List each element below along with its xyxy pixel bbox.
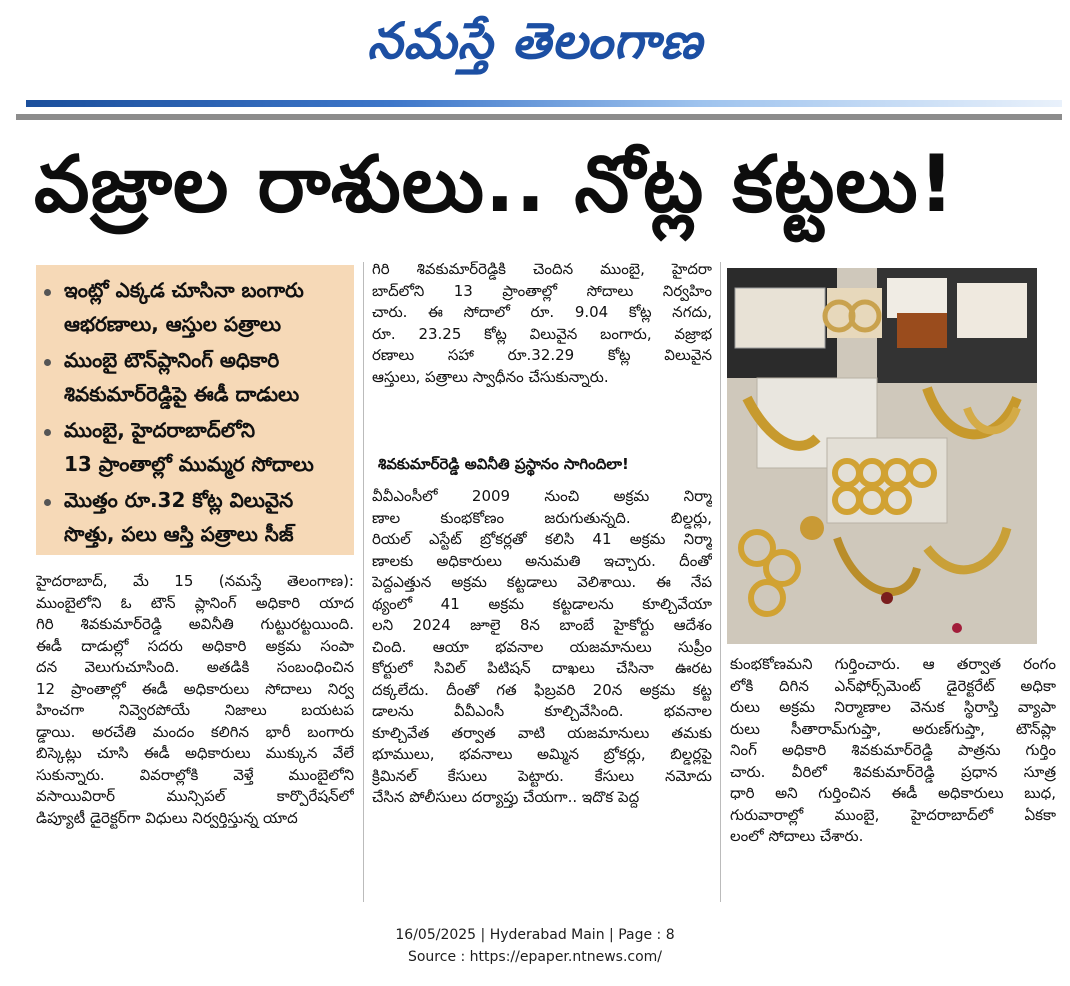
highlight-line: ఇంట్లో ఎక్కడ చూసినా బంగారు <box>64 278 304 302</box>
headline: వజ్రాల రాశులు.. నోట్ల కట్టలు! <box>34 140 956 230</box>
article-line: ధారి అని గుర్తించిన ఈడీ అధికారులు బుధ, <box>730 784 1056 802</box>
article-line: బిస్కెట్లు చూసి ఈడీ అధికారులు ముక్కున వేలే <box>36 744 354 762</box>
article-line: ఆస్తులు, పత్రాలు స్వాధీనం చేసుకున్నారు. <box>372 367 609 386</box>
highlight-line: మొత్తం రూ.32 కోట్ల విలువైన <box>64 488 294 512</box>
article-line: లంలో సోదాలు చేశారు. <box>730 827 864 845</box>
masthead-blue-rule <box>26 100 1062 107</box>
article-line: 12 ప్రాంతాల్లో ఈడీ అధికారులు సోదాలు నిర్వ <box>36 679 354 698</box>
article-line: ణాలకు అధికారులు అనుమతి ఇచ్చారు. దీంతో <box>372 551 712 570</box>
article-line: డాలను వీవీఎంసీ కూల్చివేసింది. భవనాల <box>372 702 712 720</box>
highlight-line: ముంబై టౌన్‌ప్లానింగ్ అధికారి <box>64 348 280 372</box>
article-line: రులు అక్రమ నిర్మాణాల వెనుక స్థిరాస్తి వ్యాపా <box>730 698 1056 716</box>
bullet-icon <box>44 359 51 366</box>
article-line: డ్డాయి. అరచేతి మందం కలిగిన భారీ బంగారు <box>36 722 354 741</box>
article-line: గురువారాల్లో ముంబై, హైదరాబాద్‌లో ఏకకా <box>730 805 1056 824</box>
masthead-gray-rule <box>16 114 1062 120</box>
article-line: ముంబైలోని ఓ టౌన్ ప్లానింగ్ అధికారి యాద <box>36 593 354 612</box>
article-line: రియల్ ఎస్టేట్ బ్రోకర్లతో కలిసి 41 అక్రమ నిర్మా <box>372 530 712 548</box>
article-line: థ్యంలో 41 అక్రమ కట్టడాలను కూల్చివేయా <box>372 594 712 613</box>
highlight-line: శివకుమార్‌రెడ్డిపై ఈడీ దాడులు <box>64 382 300 406</box>
article-line: చింది. ఆయా భవనాల యజమానులు సుప్రీం <box>372 637 712 656</box>
article-line: బాద్‌లోని 13 ప్రాంతాల్లో సోదాలు నిర్వహిం <box>372 281 712 300</box>
article-line: హించగా నివ్వెరపోయే నిజాలు బయటప <box>36 701 354 719</box>
article-line: కూల్చివేత తర్వాత వాటి యజమానులు తమకు <box>372 723 712 742</box>
highlight-line: 13 ప్రాంతాల్లో ముమ్మర సోదాలు <box>64 452 314 476</box>
article-line: దన వెలుగుచూసింది. అతడికి సంబంధించిన <box>36 658 354 676</box>
article-line: ఈడీ దాడుల్లో సదరు అధికారి అక్రమ సంపా <box>36 636 354 655</box>
article-line: సుకున్నారు. వివరాల్లోకి వెళ్తే ముంబైలోని <box>36 765 354 784</box>
highlight-line: సొత్తు, పలు ఆస్తి పత్రాలు సీజ్ <box>64 522 294 546</box>
article-line: క్రిమినల్ కేసులు పెట్టారు. కేసులు నమోదు <box>372 766 712 785</box>
column-divider <box>720 262 721 902</box>
page-footer <box>0 924 1070 968</box>
jewellery-photo <box>727 268 1037 644</box>
article-line: గిరి శివకుమార్‌రెడ్డి అవినీతి గుట్టురట్టయింది. <box>36 615 354 633</box>
article-subheading: శివకుమార్‌రెడ్డి అవినీతి ప్రస్థానం సాగిందిలా! <box>378 455 629 473</box>
article-line: వీవీఎంసీలో 2009 నుంచి అక్రమ నిర్మా <box>372 487 712 505</box>
article-line: లని 2024 జూలై 8న బాంబే హైకోర్టు ఆదేశం <box>372 616 712 634</box>
bullet-icon <box>44 499 51 506</box>
bullet-icon <box>44 429 51 436</box>
article-line: నింగ్ అధికారి శివకుమార్‌రెడ్డి పాత్రను గుర్తిం <box>730 741 1056 759</box>
article-column-left <box>36 571 354 829</box>
article-line: కుంభకోణమని గుర్తించారు. ఆ తర్వాత రంగం <box>730 655 1056 673</box>
highlight-line: ముంబై, హైదరాబాద్‌లోని <box>64 418 255 442</box>
bullet-icon <box>44 289 51 296</box>
article-line: రణాలు సహా రూ.32.29 కోట్ల విలువైన <box>372 346 712 364</box>
article-line: దక్కలేదు. దీంతో గత ఫిబ్రవరి 20న అక్రమ కట్ట <box>372 680 712 699</box>
article-line: హైదరాబాద్, మే 15 (నమస్తే తెలంగాణ): <box>36 572 354 590</box>
article-line: లోకి దిగిన ఎన్‌ఫోర్స్‌మెంట్ డైరెక్టరేట్ అధికా <box>730 676 1056 695</box>
article-line: ణాల కుంభకోణం జరుగుతున్నది. బిల్డర్లు, <box>372 508 712 527</box>
article-line: డిప్యూటీ డైరెక్టర్‌గా విధులు నిర్వర్తిస్తున్న యాద <box>36 808 298 827</box>
highlights-box <box>36 265 354 555</box>
article-line: చారు. వీరిలో శివకుమార్‌రెడ్డి ప్రధాన సూత్ర <box>730 762 1056 781</box>
column-divider <box>363 262 364 902</box>
article-column-right <box>730 654 1056 848</box>
article-line: చేసిన పోలీసులు దర్యాప్తు చేయగా.. ఇదొక పెద్ద <box>372 788 640 806</box>
article-line: గిరి శివకుమార్‌రెడ్డికి చెందిన ముంబై, హైదరా <box>372 260 712 278</box>
article-line: భూములు, భవనాలు అమ్మిన బ్రోకర్లు, బిల్డర్లపై <box>372 745 712 763</box>
newspaper-logo: నమస్తే తెలంగాణ <box>367 12 703 70</box>
article-line: కోర్టులో సివిల్ పిటిషన్ దాఖలు చేసినా ఊరట <box>372 659 712 677</box>
footer-source: Source : https://epaper.ntnews.com/ <box>407 949 663 965</box>
article-line: చారు. ఈ సోదాలో రూ. 9.04 కోట్ల నగదు, <box>372 303 712 321</box>
article-line: వసాయివిరార్ మున్సిపల్ కార్పొరేషన్‌లో <box>36 787 354 805</box>
article-line: రులు సీతారామ్‌గుప్తా, అరుణ్‌గుప్తా, టౌన్‌ప్లా <box>730 719 1056 738</box>
article-line: రూ. 23.25 కోట్ల విలువైన బంగారు, వజ్రాభ <box>372 324 712 343</box>
footer-date-page: 16/05/2025 | Hyderabad Main | Page : 8 <box>395 927 675 943</box>
masthead <box>0 0 1070 100</box>
article-line: పెద్దఎత్తున అక్రమ కట్టడాలు వెలిశాయి. ఈ నేప <box>372 573 712 591</box>
article-column-middle-bottom <box>372 486 712 809</box>
highlight-line: ఆభరణాలు, ఆస్తుల పత్రాలు <box>64 312 282 336</box>
article-column-middle-top <box>372 259 712 388</box>
